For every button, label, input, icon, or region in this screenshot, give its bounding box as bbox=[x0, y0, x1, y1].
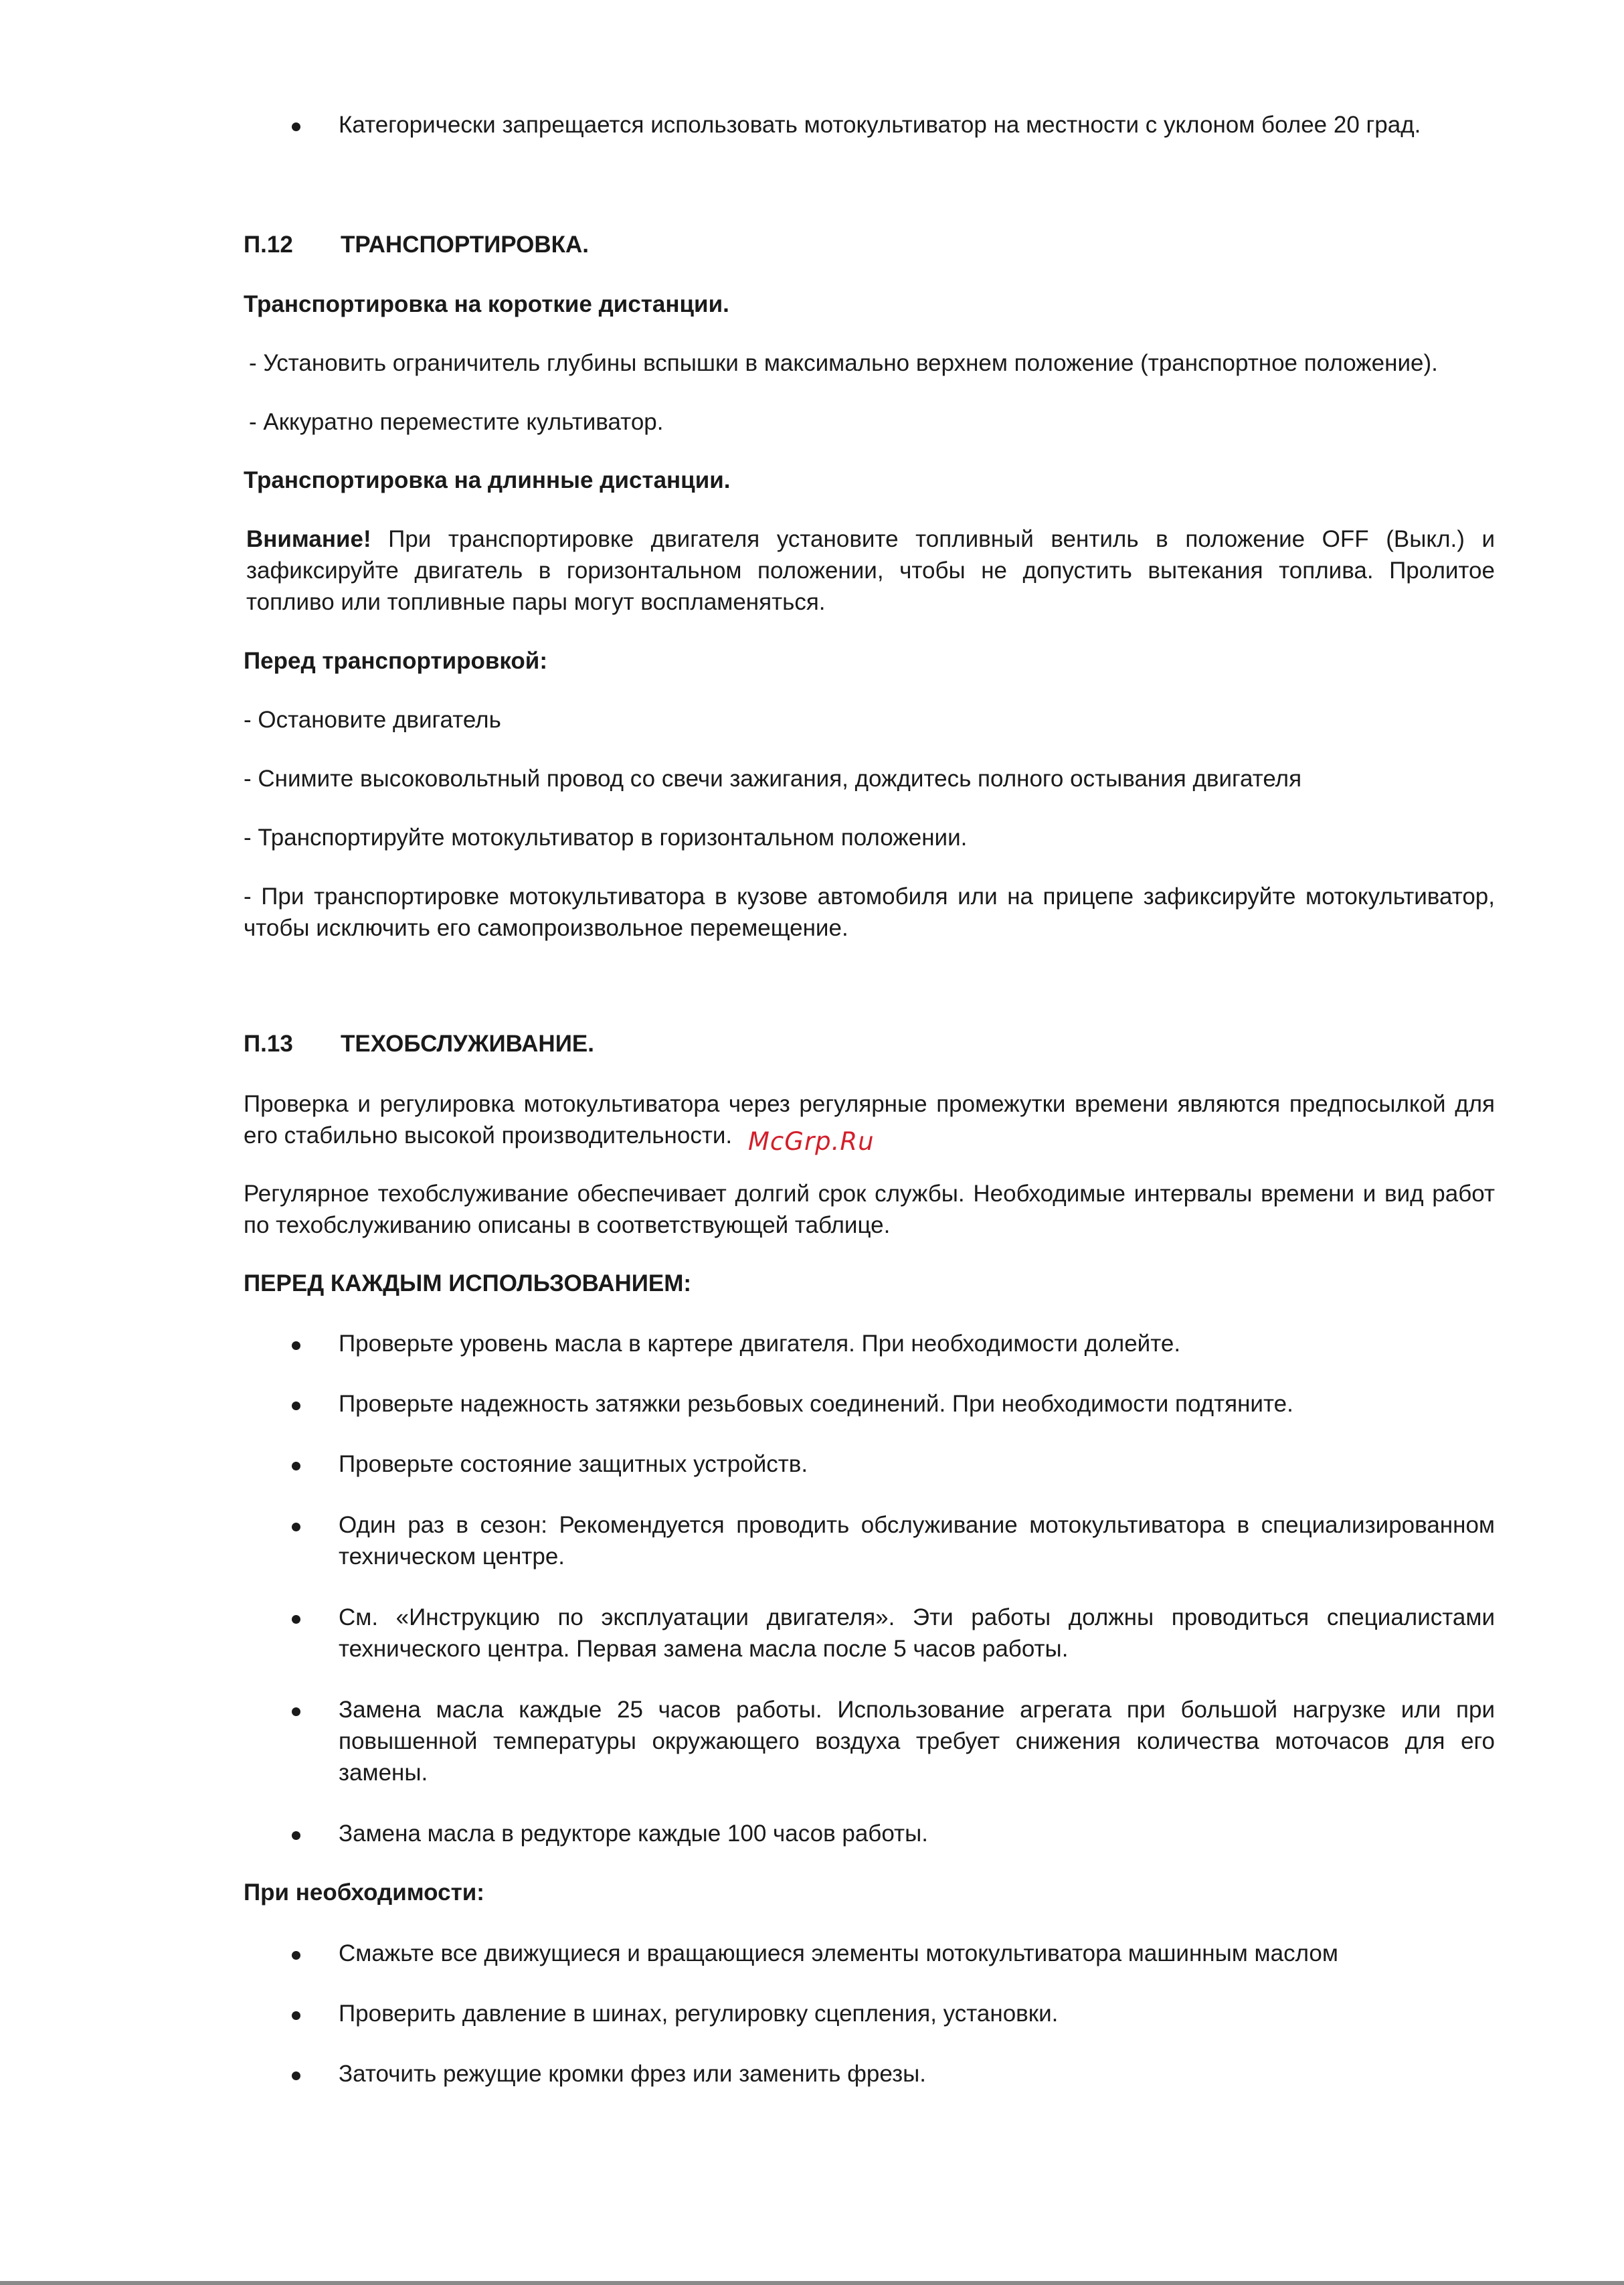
bullet-icon bbox=[292, 1831, 300, 1840]
before-item: - При транспортировке мотокультиватора в кузове автомобиля или на прицепе зафиксируйте мотокультиватор, чтобы исключить его самопроизвольное перемещение. bbox=[244, 883, 1495, 941]
list-item-text: Проверьте надежность затяжки резьбовых соединений. При необходимости подтяните. bbox=[339, 1391, 1293, 1417]
section-title: ТРАНСПОРТИРОВКА. bbox=[341, 232, 590, 258]
list-item-text: См. «Инструкцию по эксплуатации двигателя». Эти работы должны проводиться специалистами технического центра. Первая замена масла после 5 часов работы. bbox=[339, 1604, 1495, 1662]
warning-label: Внимание! bbox=[246, 526, 371, 552]
bullet-icon bbox=[292, 1341, 300, 1350]
list-item-text: Проверьте состояние защитных устройств. bbox=[339, 1451, 808, 1477]
page-bottom-border bbox=[0, 2281, 1624, 2285]
before-item: - Транспортируйте мотокультиватор в горизонтальном положении. bbox=[244, 825, 968, 851]
section-number: П.12 bbox=[244, 232, 293, 258]
short-item: - Аккуратно переместите культиватор. bbox=[249, 409, 664, 435]
section-heading bbox=[244, 1028, 594, 1060]
intro-paragraph: Проверка и регулировка мотокультиватора через регулярные промежутки времени являются предпосылкой для его стабильно высокой производительности. bbox=[244, 1091, 1495, 1149]
subheading-before-transport: Перед транспортировкой: bbox=[244, 648, 547, 674]
subheading-short-distance: Транспортировка на короткие дистанции. bbox=[244, 291, 729, 317]
short-item: - Установить ограничитель глубины вспышки в максимально верхнем положение (транспортное положение). bbox=[249, 350, 1438, 376]
subheading-before-use: ПЕРЕД КАЖДЫМ ИСПОЛЬЗОВАНИЕМ: bbox=[244, 1270, 692, 1296]
bullet-icon bbox=[292, 1523, 300, 1531]
watermark: McGrp.Ru bbox=[748, 1127, 875, 1156]
list-item-text: Смажьте все движущиеся и вращающиеся элементы мотокультиватора машинным маслом bbox=[339, 1940, 1338, 1966]
before-item: - Остановите двигатель bbox=[244, 707, 501, 733]
bullet-icon bbox=[292, 1951, 300, 1960]
list-item-text: Замена масла каждые 25 часов работы. Использование агрегата при большой нагрузке или при повышенной температуры окружающего воздуха требует снижения количества моточасов для его замены. bbox=[339, 1697, 1495, 1786]
list-item-text: Категорически запрещается использовать мотокультиватор на местности с уклоном более 20 град. bbox=[339, 112, 1421, 138]
list-item-text: Проверить давление в шинах, регулировку сцепления, установки. bbox=[339, 2001, 1059, 2027]
section-title: ТЕХОБСЛУЖИВАНИЕ. bbox=[341, 1031, 594, 1057]
list-item-text: Заточить режущие кромки фрез или заменить фрезы. bbox=[339, 2061, 926, 2087]
before-item: - Снимите высоковольтный провод со свечи зажигания, дождитесь полного остывания двигателя bbox=[244, 766, 1302, 792]
subheading-as-needed: При необходимости: bbox=[244, 1879, 484, 1906]
list-item-text: Один раз в сезон: Рекомендуется проводить обслуживание мотокультиватора в специализированном техническом центре. bbox=[339, 1512, 1495, 1570]
bullet-icon bbox=[292, 2011, 300, 2020]
section-heading bbox=[244, 229, 589, 260]
bullet-icon bbox=[292, 1462, 300, 1470]
bullet-icon bbox=[292, 2071, 300, 2080]
warning-paragraph bbox=[246, 523, 1495, 618]
subheading-long-distance: Транспортировка на длинные дистанции. bbox=[244, 467, 731, 493]
section-number: П.13 bbox=[244, 1031, 293, 1057]
bullet-icon bbox=[292, 1615, 300, 1624]
list-item-text: Проверьте уровень масла в картере двигателя. При необходимости долейте. bbox=[339, 1331, 1181, 1357]
intro-paragraph: Регулярное техобслуживание обеспечивает долгий срок службы. Необходимые интервалы времени и вид работ по техобслуживанию описаны в соответствующей таблице. bbox=[244, 1181, 1495, 1238]
bullet-icon bbox=[292, 1402, 300, 1410]
list-item-text: Замена масла в редукторе каждые 100 часов работы. bbox=[339, 1821, 928, 1847]
bullet-icon bbox=[292, 122, 300, 131]
warning-text: При транспортировке двигателя установите топливный вентиль в положение OFF (Выкл.) и зафиксируйте двигатель в горизонтальном положении, чтобы не допустить вытекания топлива. Пролитое топливо или топливные пары могут воспламеняться. bbox=[246, 526, 1495, 615]
bullet-icon bbox=[292, 1707, 300, 1716]
